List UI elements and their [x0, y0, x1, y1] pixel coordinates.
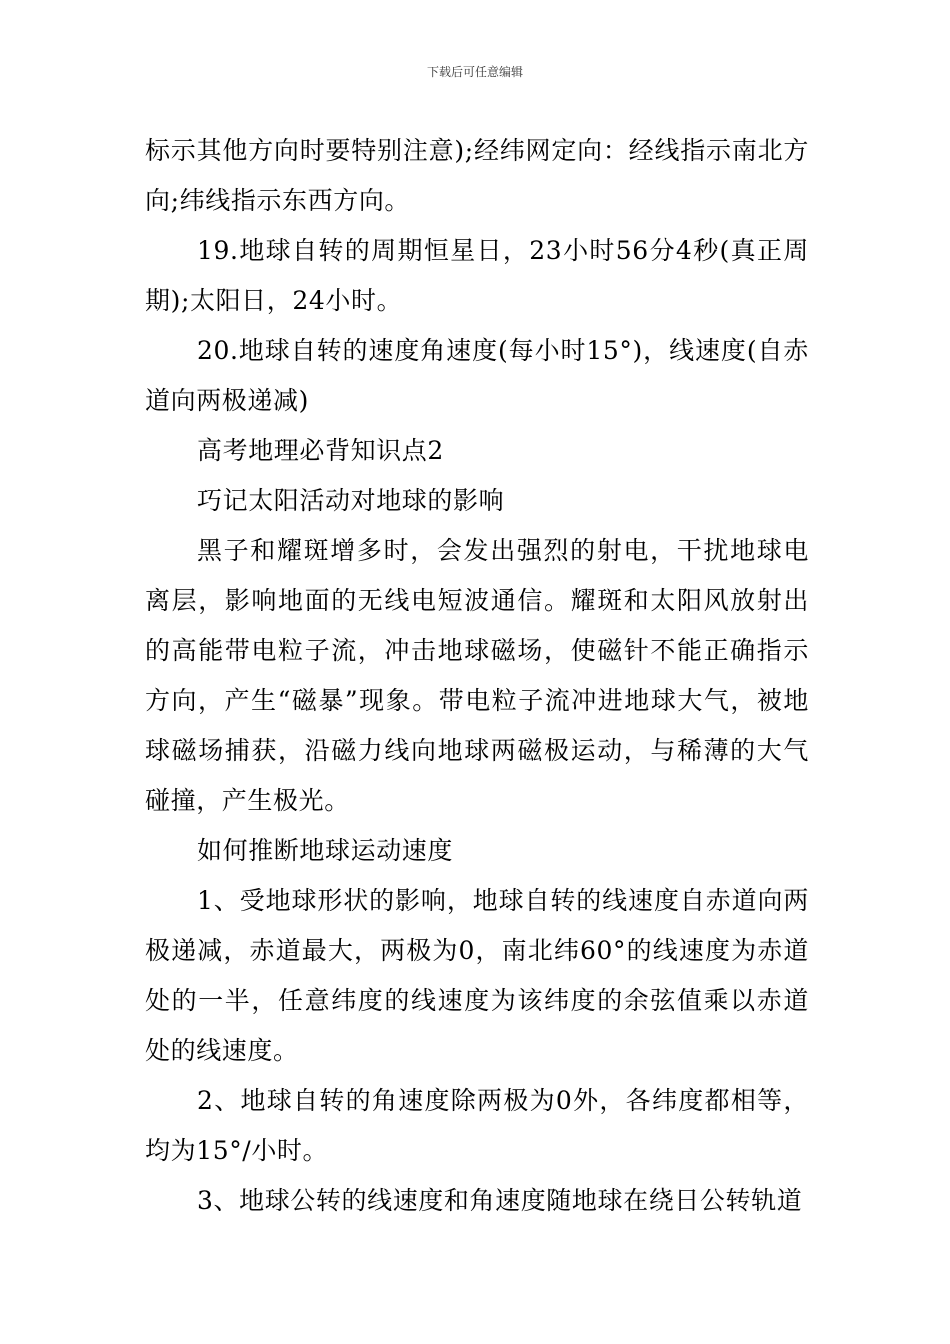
paragraph-angular-velocity: 2、地球自转的角速度除两极为0外，各纬度都相等，均为15°/小时。 — [145, 1086, 809, 1165]
document-body — [145, 126, 809, 1226]
paragraph-coordinate-orientation: 标示其他方向时要特别注意);经纬网定向：经线指示南北方向;纬线指示东西方向。 — [145, 136, 809, 215]
page-header: 下载后可任意编辑 — [426, 65, 523, 79]
paragraph-rotation-period: 19.地球自转的周期恒星日，23小时56分4秒(真正周期);太阳日，24小时。 — [145, 236, 809, 315]
paragraph-rotation-speed: 20.地球自转的速度角速度(每小时15°)，线速度(自赤道向两极递减) — [145, 336, 809, 415]
paragraph-solar-activity: 黑子和耀斑增多时，会发出强烈的射电，干扰地球电离层，影响地面的无线电短波通信。耀斑和太阳风放射出的高能带电粒子流，冲击地球磁场，使磁针不能正确指示方向，产生“磁暴”现象。带电粒子流冲进地球大气，被地球磁场捕获，沿磁力线向地球两磁极运动，与稀薄的大气碰撞，产生极光。 — [145, 536, 809, 815]
subheading-solar-activity: 巧记太阳活动对地球的影响 — [197, 486, 505, 515]
paragraph-linear-velocity: 1、受地球形状的影响，地球自转的线速度自赤道向两极递减，赤道最大，两极为0，南北纬60°的线速度为赤道处的一半，任意纬度的线速度为该纬度的余弦值乘以赤道处的线速度。 — [145, 886, 809, 1065]
subheading-earth-motion-speed: 如何推断地球运动速度 — [197, 836, 454, 865]
section-heading-knowledge-2: 高考地理必背知识点2 — [197, 436, 444, 465]
paragraph-revolution-speed: 3、地球公转的线速度和角速度随地球在绕日公转轨道 — [197, 1186, 803, 1215]
